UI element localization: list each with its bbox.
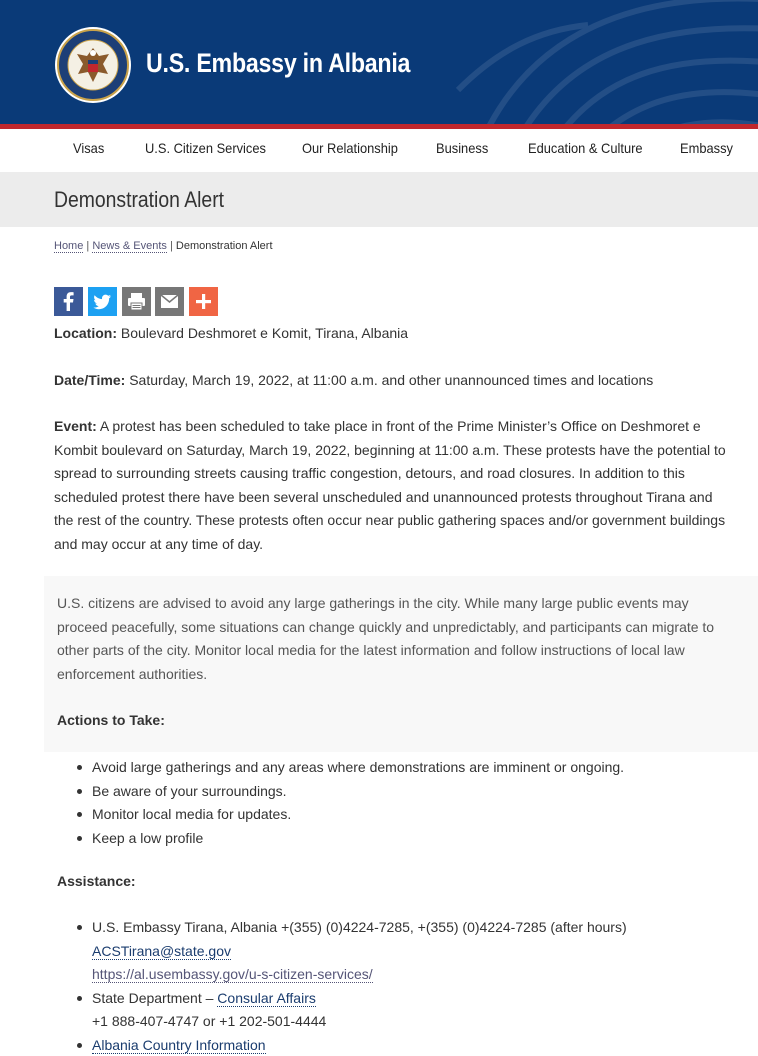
location-label: Location: [54, 325, 117, 341]
email-icon [155, 287, 184, 316]
embassy-phone-text: U.S. Embassy Tirana, Albania +(355) (0)4224-7285, +(355) (0)4224-7285 (after hours) [92, 919, 627, 935]
assistance-heading: Assistance: [57, 873, 136, 889]
site-title[interactable]: U.S. Embassy in Albania [146, 48, 411, 78]
main-nav [0, 129, 758, 172]
facebook-share-button[interactable] [54, 287, 83, 316]
location-line [54, 322, 734, 346]
state-department-phones: +1 888-407-4747 or +1 202-501-4444 [92, 1013, 327, 1029]
nav-item-business[interactable]: Business [436, 140, 489, 156]
list-item-country-info [74, 1034, 734, 1056]
albania-country-information-link[interactable]: Albania Country Information [92, 1036, 266, 1053]
consular-affairs-link[interactable]: Consular Affairs [217, 989, 316, 1006]
embassy-services-url-link[interactable]: https://al.usembassy.gov/u-s-citizen-services/ [92, 966, 373, 982]
breadcrumb-current: Demonstration Alert [175, 240, 273, 252]
state-department-prefix: State Department – [92, 989, 218, 1006]
department-of-state-seal-icon[interactable] [54, 26, 132, 104]
datetime-line [54, 369, 734, 393]
assistance-list [74, 916, 734, 1056]
list-item-embassy-contact [74, 916, 734, 987]
list-item: Avoid large gatherings and any areas where demonstrations are imminent or ongoing. [74, 756, 734, 780]
site-header [0, 0, 758, 124]
advisory-text: U.S. citizens are advised to avoid any large gatherings in the city. While many large public events may proceed peacefully, some situations can change quickly and unpredictably, and participants can migrate to other parts of the city. Monitor local media for the latest information and follow instructions of local law enforcement authorities. [57, 595, 715, 682]
breadcrumb-separator: | [169, 240, 173, 252]
print-button[interactable] [122, 287, 151, 316]
list-item: Monitor local media for updates. [74, 803, 734, 827]
nav-item-embassy[interactable]: Embassy [680, 140, 733, 156]
breadcrumb-home-link[interactable]: Home [54, 240, 84, 252]
email-share-button[interactable] [155, 287, 184, 316]
location-value: Boulevard Deshmoret e Komit, Tirana, Albania [117, 325, 409, 341]
embassy-email-link[interactable]: ACSTirana@state.gov [92, 942, 231, 959]
eagle-watermark-icon [438, 0, 758, 124]
datetime-label: Date/Time: [54, 372, 126, 388]
page-title: Demonstration Alert [54, 187, 225, 212]
plus-icon [189, 287, 218, 316]
twitter-share-button[interactable] [88, 287, 117, 316]
more-share-button[interactable] [189, 287, 218, 316]
nav-item-us-citizen-services[interactable]: U.S. Citizen Services [145, 140, 266, 156]
actions-list [74, 756, 734, 850]
page-title-band [0, 172, 758, 227]
nav-item-our-relationship[interactable]: Our Relationship [302, 140, 398, 156]
datetime-value: Saturday, March 19, 2022, at 11:00 a.m. and other unannounced times and locations [125, 372, 654, 388]
event-value: A protest has been scheduled to take place in front of the Prime Minister’s Office on Deshmoret e Kombit boulevard on Saturday, March 19, 2022, beginning at 11:00 a.m. These protests have the potential to spread to surrounding streets causing traffic congestion, detours, and road closures. In addition to this scheduled protest there have been several unscheduled and unannounced protests throughout Tirana and the rest of the country. These protests often occur near public gathering spaces and/or government buildings and may occur at any time of day. [54, 418, 726, 552]
twitter-icon [88, 287, 117, 316]
list-item-state-department [74, 987, 734, 1034]
list-item: Keep a low profile [74, 827, 734, 851]
nav-item-education-culture[interactable]: Education & Culture [528, 140, 643, 156]
breadcrumb-news-link[interactable]: News & Events [92, 240, 167, 252]
print-icon [122, 287, 151, 316]
event-label: Event: [54, 418, 97, 434]
breadcrumb [54, 240, 273, 252]
event-paragraph [54, 415, 734, 556]
nav-item-visas[interactable]: Visas [73, 140, 105, 156]
list-item: Be aware of your surroundings. [74, 780, 734, 804]
actions-heading: Actions to Take: [57, 712, 165, 728]
facebook-icon [54, 287, 83, 316]
breadcrumb-separator: | [86, 240, 90, 252]
